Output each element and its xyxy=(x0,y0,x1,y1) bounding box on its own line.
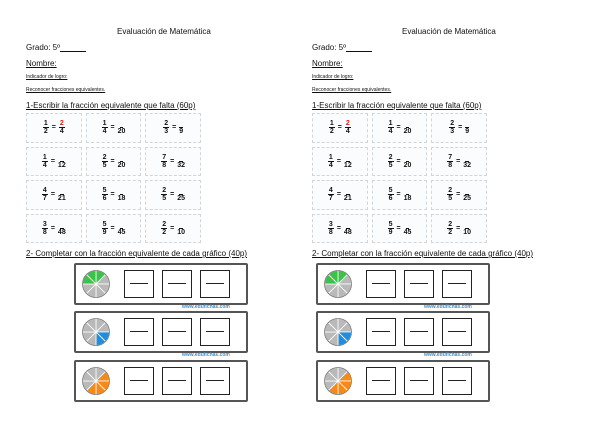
denominator: 6 xyxy=(102,195,107,203)
denominator: 4 xyxy=(59,128,64,136)
denominator: 45 xyxy=(117,228,126,236)
watermark-url: www.edufichas.com xyxy=(182,352,230,358)
denominator: 20 xyxy=(403,161,412,169)
fraction-cell[interactable] xyxy=(26,147,82,177)
answer-fraction[interactable] xyxy=(465,120,469,135)
answer-fraction-box[interactable] xyxy=(404,318,434,346)
given-fraction xyxy=(388,221,394,236)
denominator: 2 xyxy=(448,228,453,236)
numerator[interactable] xyxy=(60,187,64,195)
fraction-cell[interactable] xyxy=(86,180,142,210)
numerator[interactable] xyxy=(406,187,410,195)
given-fraction xyxy=(42,187,48,202)
answer-fraction[interactable] xyxy=(344,187,352,202)
pie-exercise-box xyxy=(74,263,248,305)
given-fraction xyxy=(447,154,453,169)
denominator: 5 xyxy=(162,195,167,203)
watermark-url: www.edufichas.com xyxy=(182,304,230,310)
numerator: 2 xyxy=(448,220,453,228)
pie-exercise-box xyxy=(316,311,490,353)
numerator: 7 xyxy=(162,153,167,161)
grado-blank[interactable] xyxy=(60,43,86,52)
numerator[interactable] xyxy=(465,221,469,229)
numerator[interactable] xyxy=(346,221,350,229)
equals-sign: = xyxy=(110,224,115,232)
worksheet-right xyxy=(286,0,586,424)
answer-fraction[interactable] xyxy=(404,120,412,135)
pie-exercise-box xyxy=(74,360,248,402)
numerator[interactable] xyxy=(60,221,64,229)
answer-fraction-box[interactable] xyxy=(124,270,154,298)
answer-fraction[interactable] xyxy=(58,154,66,169)
given-fraction xyxy=(388,120,394,135)
denominator: 2 xyxy=(43,128,48,136)
numerator[interactable] xyxy=(120,187,124,195)
denominator: 2 xyxy=(162,228,167,236)
grado-blank[interactable] xyxy=(346,43,372,52)
nombre-field[interactable]: Nombre: xyxy=(26,59,57,68)
denominator: 4 xyxy=(328,161,333,169)
question-2-title: 2- Completar con la fracción equivalente de cada gráfico (40p) xyxy=(312,249,534,258)
denominator: 9 xyxy=(465,128,470,136)
answer-fraction[interactable] xyxy=(179,120,183,135)
grado-field[interactable] xyxy=(312,43,372,52)
denominator: 25 xyxy=(463,195,472,203)
equals-sign: = xyxy=(336,157,341,165)
numerator[interactable] xyxy=(179,120,183,128)
fraction-cell[interactable] xyxy=(372,147,428,177)
fraction-grid xyxy=(312,113,487,243)
equals-sign: = xyxy=(170,224,175,232)
given-fraction xyxy=(447,187,453,202)
fraction-cell[interactable] xyxy=(431,113,487,143)
answer-fraction[interactable] xyxy=(118,120,126,135)
denominator: 3 xyxy=(164,128,169,136)
given-fraction xyxy=(42,221,48,236)
pie-exercise-box xyxy=(74,311,248,353)
equals-sign: = xyxy=(110,157,115,165)
denominator: 20 xyxy=(117,161,126,169)
numerator: 2 xyxy=(162,187,167,195)
grado-label: Grado: 5º xyxy=(26,43,61,52)
denominator: 3 xyxy=(450,128,455,136)
numerator: 1 xyxy=(102,120,107,128)
page-title: Evaluación de Matemática xyxy=(117,27,211,36)
given-fraction xyxy=(447,221,453,236)
answer-fraction[interactable] xyxy=(118,154,126,169)
fraction-cell[interactable] xyxy=(86,113,142,143)
numerator[interactable] xyxy=(120,221,124,229)
indicador-label: Indicador de logro: xyxy=(312,74,354,80)
fraction-grid xyxy=(26,113,201,243)
denominator: 7 xyxy=(328,195,333,203)
numerator: 7 xyxy=(448,153,453,161)
answer-fraction-box[interactable] xyxy=(124,318,154,346)
given-fraction xyxy=(328,221,334,236)
denominator: 4 xyxy=(42,161,47,169)
answer-fraction[interactable] xyxy=(58,187,66,202)
denominator: 9 xyxy=(179,128,184,136)
numerator[interactable] xyxy=(465,120,469,128)
equals-sign: = xyxy=(396,124,401,132)
equals-sign: = xyxy=(458,124,463,132)
grado-field[interactable] xyxy=(26,43,86,52)
pie-chart xyxy=(81,366,111,396)
answer-fraction-box[interactable] xyxy=(162,270,192,298)
denominator: 20 xyxy=(403,128,412,136)
equals-sign: = xyxy=(110,124,115,132)
question-1-title: 1-Escribir la fracción equivalente que falta (60p) xyxy=(312,101,482,110)
fraction-cell[interactable] xyxy=(372,214,428,244)
numerator[interactable] xyxy=(346,187,350,195)
denominator: 6 xyxy=(388,195,393,203)
answer-fraction[interactable] xyxy=(59,120,65,135)
equals-sign: = xyxy=(336,224,341,232)
pie-exercise-box xyxy=(316,263,490,305)
pie-chart xyxy=(323,269,353,299)
fraction-cell[interactable] xyxy=(145,147,201,177)
denominator: 10 xyxy=(177,228,186,236)
numerator[interactable] xyxy=(406,154,410,162)
given-fraction xyxy=(161,154,167,169)
numerator: 1 xyxy=(328,153,333,161)
nombre-field[interactable]: Nombre: xyxy=(312,59,343,68)
watermark-url: www.edufichas.com xyxy=(424,304,472,310)
question-1-title: 1-Escribir la fracción equivalente que falta (60p) xyxy=(26,101,196,110)
answer-fraction-box[interactable] xyxy=(442,270,472,298)
denominator: 4 xyxy=(102,128,107,136)
given-fraction xyxy=(161,221,167,236)
given-fraction xyxy=(388,187,394,202)
answer-fraction-box[interactable] xyxy=(200,318,230,346)
numerator: 2 xyxy=(102,153,107,161)
answer-fraction-box[interactable] xyxy=(124,367,154,395)
numerator: 5 xyxy=(102,187,107,195)
numerator[interactable] xyxy=(406,120,410,128)
equals-sign: = xyxy=(50,157,55,165)
grado-label: Grado: 5º xyxy=(312,43,347,52)
fraction-cell[interactable] xyxy=(145,113,201,143)
fraction-cell[interactable] xyxy=(145,214,201,244)
given-fraction xyxy=(328,187,334,202)
answer-fraction-box[interactable] xyxy=(162,318,192,346)
fraction-cell[interactable] xyxy=(26,180,82,210)
equals-sign: = xyxy=(337,124,342,132)
answer-fraction-box[interactable] xyxy=(366,270,396,298)
answer-fraction[interactable] xyxy=(58,221,66,236)
denominator: 48 xyxy=(57,228,66,236)
fraction-cell[interactable] xyxy=(312,113,368,143)
denominator: 32 xyxy=(177,161,186,169)
given-fraction xyxy=(102,187,108,202)
equals-sign: = xyxy=(456,191,461,199)
given-fraction xyxy=(388,154,394,169)
numerator: 4 xyxy=(42,187,47,195)
answer-fraction[interactable] xyxy=(463,221,471,236)
denominator: 8 xyxy=(42,228,47,236)
numerator: 1 xyxy=(329,120,334,128)
page-title: Evaluación de Matemática xyxy=(402,27,496,36)
denominator: 9 xyxy=(388,228,393,236)
fraction-cell[interactable] xyxy=(86,147,142,177)
watermark-url: www.edufichas.com xyxy=(424,352,472,358)
equals-sign: = xyxy=(336,191,341,199)
numerator[interactable]: 2 xyxy=(59,120,64,128)
given-fraction xyxy=(329,120,335,135)
fraction-cell[interactable] xyxy=(86,214,142,244)
denominator: 21 xyxy=(343,195,352,203)
denominator: 9 xyxy=(102,228,107,236)
answer-fraction[interactable] xyxy=(177,221,185,236)
answer-fraction-box[interactable] xyxy=(442,367,472,395)
denominator: 12 xyxy=(57,161,66,169)
answer-fraction-box[interactable] xyxy=(442,318,472,346)
given-fraction xyxy=(43,120,49,135)
equals-sign: = xyxy=(396,191,401,199)
numerator: 4 xyxy=(328,187,333,195)
fraction-cell[interactable] xyxy=(145,180,201,210)
pie-exercise-box xyxy=(316,360,490,402)
equals-sign: = xyxy=(396,224,401,232)
denominator: 45 xyxy=(403,228,412,236)
fraction-cell[interactable] xyxy=(312,147,368,177)
numerator[interactable] xyxy=(179,187,183,195)
denominator: 48 xyxy=(343,228,352,236)
answer-fraction-box[interactable] xyxy=(404,270,434,298)
answer-fraction[interactable] xyxy=(345,120,351,135)
pie-chart xyxy=(323,317,353,347)
denominator: 18 xyxy=(117,195,126,203)
denominator: 18 xyxy=(403,195,412,203)
answer-fraction[interactable] xyxy=(404,221,412,236)
denominator: 20 xyxy=(117,128,126,136)
denominator: 5 xyxy=(102,161,107,169)
given-fraction xyxy=(102,154,108,169)
numerator: 5 xyxy=(388,187,393,195)
given-fraction xyxy=(449,120,455,135)
equals-sign: = xyxy=(170,157,175,165)
numerator[interactable] xyxy=(60,154,64,162)
indicador-label: Indicador de logro: xyxy=(26,74,68,80)
fraction-cell[interactable] xyxy=(372,113,428,143)
equals-sign: = xyxy=(50,224,55,232)
answer-fraction-box[interactable] xyxy=(366,367,396,395)
denominator: 12 xyxy=(343,161,352,169)
numerator[interactable] xyxy=(120,120,124,128)
fraction-cell[interactable] xyxy=(26,214,82,244)
given-fraction xyxy=(163,120,169,135)
answer-fraction-box[interactable] xyxy=(200,270,230,298)
given-fraction xyxy=(102,120,108,135)
numerator[interactable]: 2 xyxy=(345,120,350,128)
numerator: 1 xyxy=(388,120,393,128)
denominator: 25 xyxy=(177,195,186,203)
denominator: 5 xyxy=(448,195,453,203)
equals-sign: = xyxy=(456,224,461,232)
given-fraction xyxy=(42,154,48,169)
denominator: 7 xyxy=(42,195,47,203)
equals-sign: = xyxy=(396,157,401,165)
numerator: 1 xyxy=(42,153,47,161)
answer-fraction[interactable] xyxy=(404,187,412,202)
answer-fraction-box[interactable] xyxy=(162,367,192,395)
numerator: 5 xyxy=(388,220,393,228)
denominator: 8 xyxy=(448,161,453,169)
answer-fraction[interactable] xyxy=(463,187,471,202)
numerator[interactable] xyxy=(406,221,410,229)
numerator[interactable] xyxy=(465,154,469,162)
numerator: 2 xyxy=(448,187,453,195)
denominator: 8 xyxy=(162,161,167,169)
numerator[interactable] xyxy=(179,221,183,229)
pie-chart xyxy=(323,366,353,396)
given-fraction xyxy=(102,221,108,236)
answer-fraction-box[interactable] xyxy=(366,318,396,346)
equals-sign: = xyxy=(170,191,175,199)
fraction-cell[interactable] xyxy=(312,214,368,244)
numerator[interactable] xyxy=(465,187,469,195)
given-fraction xyxy=(161,187,167,202)
equals-sign: = xyxy=(172,124,177,132)
given-fraction xyxy=(328,154,334,169)
numerator: 2 xyxy=(162,220,167,228)
answer-fraction[interactable] xyxy=(118,221,126,236)
numerator: 3 xyxy=(42,220,47,228)
answer-fraction[interactable] xyxy=(344,221,352,236)
answer-fraction[interactable] xyxy=(177,154,185,169)
question-2-title: 2- Completar con la fracción equivalente de cada gráfico (40p) xyxy=(26,249,248,258)
denominator: 32 xyxy=(463,161,472,169)
fraction-cell[interactable] xyxy=(431,180,487,210)
numerator: 2 xyxy=(164,120,169,128)
denominator: 4 xyxy=(388,128,393,136)
pie-chart xyxy=(81,317,111,347)
numerator: 3 xyxy=(328,220,333,228)
equals-sign: = xyxy=(50,191,55,199)
answer-fraction[interactable] xyxy=(118,187,126,202)
denominator: 10 xyxy=(463,228,472,236)
answer-fraction[interactable] xyxy=(344,154,352,169)
indicador-text: Reconocer fracciones equivalentes. xyxy=(312,87,392,93)
equals-sign: = xyxy=(456,157,461,165)
answer-fraction[interactable] xyxy=(404,154,412,169)
equals-sign: = xyxy=(51,124,56,132)
denominator: 8 xyxy=(328,228,333,236)
answer-fraction[interactable] xyxy=(177,187,185,202)
numerator[interactable] xyxy=(179,154,183,162)
equals-sign: = xyxy=(110,191,115,199)
numerator: 5 xyxy=(102,220,107,228)
denominator: 4 xyxy=(345,128,350,136)
fraction-cell[interactable] xyxy=(372,180,428,210)
answer-fraction-box[interactable] xyxy=(200,367,230,395)
fraction-cell[interactable] xyxy=(312,180,368,210)
numerator: 2 xyxy=(450,120,455,128)
fraction-cell[interactable] xyxy=(26,113,82,143)
indicador-text: Reconocer fracciones equivalentes. xyxy=(26,87,106,93)
numerator: 2 xyxy=(388,153,393,161)
answer-fraction[interactable] xyxy=(463,154,471,169)
fraction-cell[interactable] xyxy=(431,214,487,244)
pie-chart xyxy=(81,269,111,299)
numerator[interactable] xyxy=(120,154,124,162)
numerator: 1 xyxy=(43,120,48,128)
answer-fraction-box[interactable] xyxy=(404,367,434,395)
denominator: 2 xyxy=(329,128,334,136)
denominator: 5 xyxy=(388,161,393,169)
fraction-cell[interactable] xyxy=(431,147,487,177)
denominator: 21 xyxy=(57,195,66,203)
numerator[interactable] xyxy=(346,154,350,162)
